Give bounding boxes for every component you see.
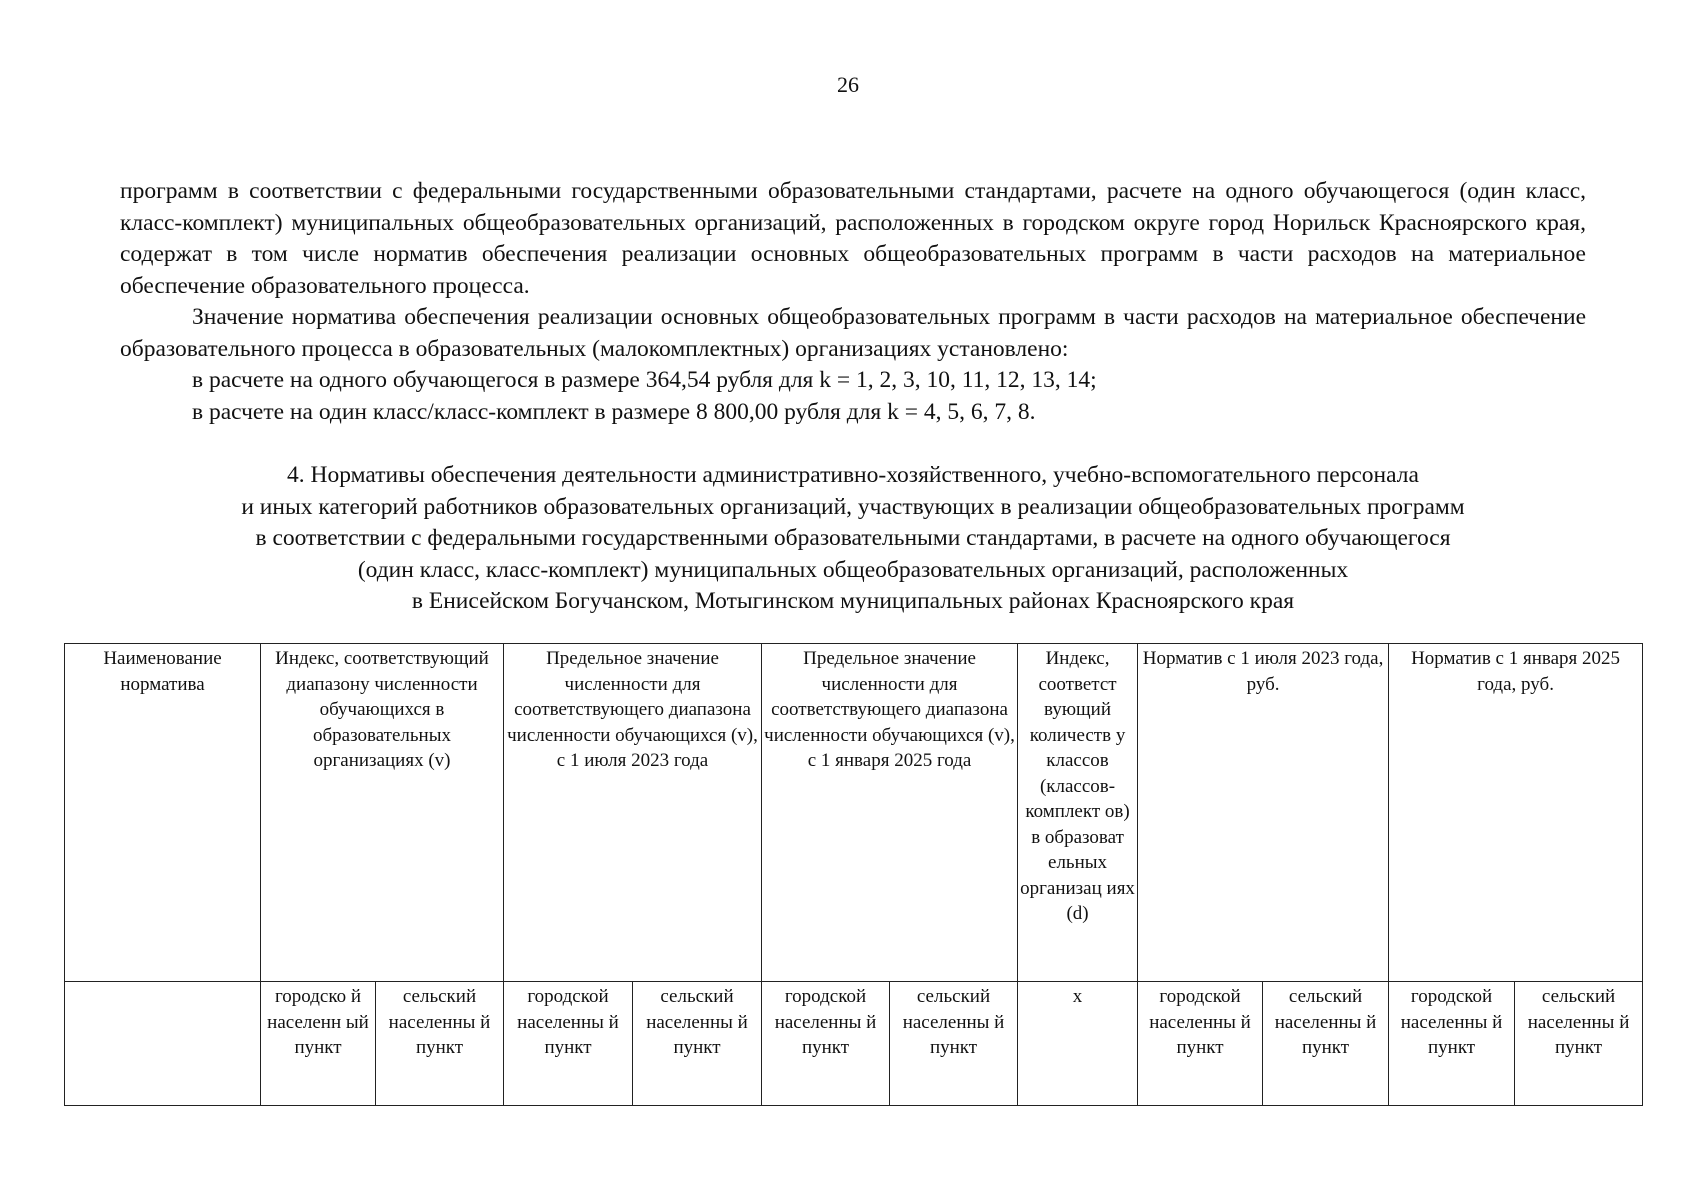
subheader-norm-2025-rural: сельский населенны й пункт — [1515, 982, 1643, 1106]
heading-line: в соответствии с федеральными государственными образовательными стандартами, в расчете на одного обучающегося — [255, 525, 1451, 551]
heading-line: и иных категорий работников образовательных организаций, участвующих в реализации общеобразовательных программ — [241, 493, 1465, 520]
subheader-norm-2023-urban: городской населенны й пункт — [1138, 982, 1263, 1106]
heading-line: в Енисейском Богучанском, Мотыгинском муниципальных районах Красноярского края — [411, 588, 1295, 614]
section-heading — [120, 460, 1586, 618]
paragraph-continuation: программ в соответствии с федеральными государственными образовательными стандартами, расчете на одного обучающегося (один класс, класс-комплект) муниципальных общеобразовательных организаций, расположенных в городском округе город Норильск Красноярского края, содержат в том числе норматив обеспечения реализации основных общеобразовательных программ в части расходов на материальное обеспечение образовательного процесса. — [120, 178, 1586, 299]
paragraph-per-student: в расчете на одного обучающегося в размере 364,54 рубля для k = 1, 2, 3, 10, 11, 12, 13, 14; — [192, 367, 1097, 393]
subheader-limit-2023-urban: городской населенны й пункт — [504, 982, 633, 1106]
heading-line: 4. Нормативы обеспечения деятельности административно-хозяйственного, учебно-вспомогательного персонала — [287, 462, 1419, 488]
header-name: Наименование норматива — [65, 644, 261, 982]
subheader-norm-2023-rural: сельский населенны й пункт — [1263, 982, 1389, 1106]
subheader-name — [65, 982, 261, 1106]
subheader-index-rural: сельский населенны й пункт — [376, 982, 504, 1106]
table-subheader-row — [65, 982, 1643, 1106]
header-limit-2025: Предельное значение численности для соответствующего диапазона численности обучающихся (v), с 1 января 2025 года — [762, 644, 1018, 982]
header-norm-2023: Норматив с 1 июля 2023 года, руб. — [1138, 644, 1389, 982]
norms-table — [64, 643, 1643, 1106]
page-number: 26 — [837, 72, 859, 97]
header-norm-2025: Норматив с 1 января 2025 года, руб. — [1389, 644, 1643, 982]
subheader-limit-2025-urban: городской населенны й пункт — [762, 982, 890, 1106]
body-text — [120, 176, 1586, 428]
header-index-d: Индекс, соответст вующий количеств у классов (классов-комплект ов) в образоват ельных организац иях (d) — [1018, 644, 1138, 982]
paragraph-norm-value: Значение норматива обеспечения реализации основных общеобразовательных программ в части расходов на материальное обеспечение образовательного процесса в образовательных (малокомплектных) организациях установлено: — [120, 304, 1586, 362]
table-header-row — [65, 644, 1643, 982]
subheader-index-urban: городско й населенн ый пункт — [261, 982, 376, 1106]
subheader-limit-2023-rural: сельский населенны й пункт — [633, 982, 762, 1106]
header-index-v: Индекс, соответствующий диапазону численности обучающихся в образовательных организациях (v) — [261, 644, 504, 982]
subheader-limit-2025-rural: сельский населенны й пункт — [890, 982, 1018, 1106]
subheader-norm-2025-urban: городской населенны й пункт — [1389, 982, 1515, 1106]
header-limit-2023: Предельное значение численности для соответствующего диапазона численности обучающихся (v), с 1 июля 2023 года — [504, 644, 762, 982]
paragraph-per-class: в расчете на один класс/класс-комплект в размере 8 800,00 рубля для k = 4, 5, 6, 7, 8. — [192, 398, 1036, 425]
subheader-index-d: x — [1018, 982, 1138, 1106]
heading-line: (один класс, класс-комплект) муниципальных общеобразовательных организаций, расположенных — [357, 556, 1349, 583]
